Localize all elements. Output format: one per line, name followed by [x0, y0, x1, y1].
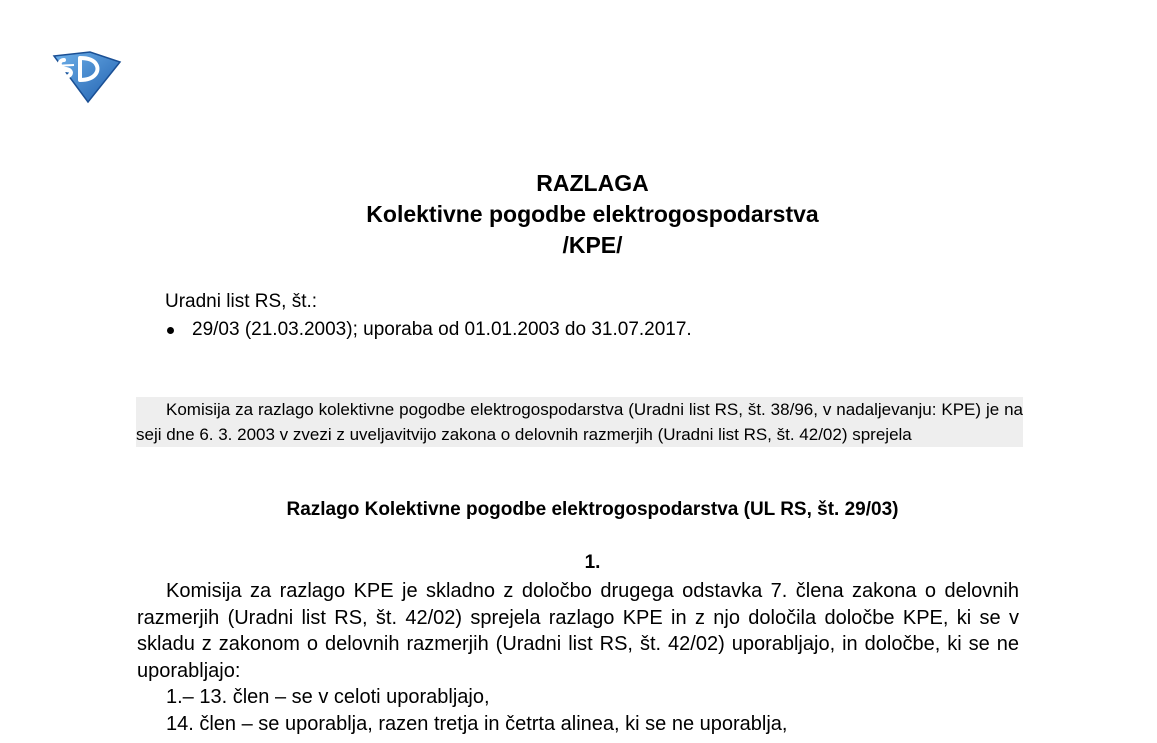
article-line: 14. člen – se uporablja, razen tretja in četrta alinea, ki se ne uporablja, [166, 713, 788, 735]
title-line-3: /KPE/ [562, 232, 623, 258]
gazette-label: Uradni list RS, št.: [165, 291, 318, 312]
article-body: Komisija za razlago KPE je skladno z določbo drugega odstavka 7. člena zakona o delovnih razmerjih (Uradni list RS, št. 42/02) sprejela razlago KPE in z njo določila določbe KPE, ki se v skladu z zakonom o delovnih razmerjih (Uradni list RS, št. 42/02) uporabljajo, in določbe, ki se ne uporabljajo: [137, 580, 1019, 682]
company-logo-icon [50, 48, 122, 104]
bullet-icon [167, 327, 174, 334]
gazette-item-text: 29/03 (21.03.2003); uporaba od 01.01.2003 do 31.07.2017. [192, 319, 692, 340]
title-line-2: Kolektivne pogodbe elektrogospodarstva [366, 201, 819, 227]
gazette-item [165, 318, 692, 342]
title-line-1: RAZLAGA [536, 170, 649, 196]
article-number: 1. [584, 552, 601, 573]
article-line: 1.– 13. člen – se v celoti uporabljajo, [166, 686, 490, 708]
document-title [0, 168, 1157, 261]
gazette-list [165, 318, 692, 342]
section-subtitle: Razlago Kolektivne pogodbe elektrogospodarstva (UL RS, št. 29/03) [286, 499, 899, 520]
intro-paragraph: Komisija za razlago kolektivne pogodbe elektrogospodarstva (Uradni list RS, št. 38/96, v nadaljevanju: KPE) je na seji dne 6. 3. 2003 v zvezi z uveljavitvijo zakona o delovnih razmerjih (Uradni list RS, št. 42/02) sprejela [136, 397, 1023, 447]
